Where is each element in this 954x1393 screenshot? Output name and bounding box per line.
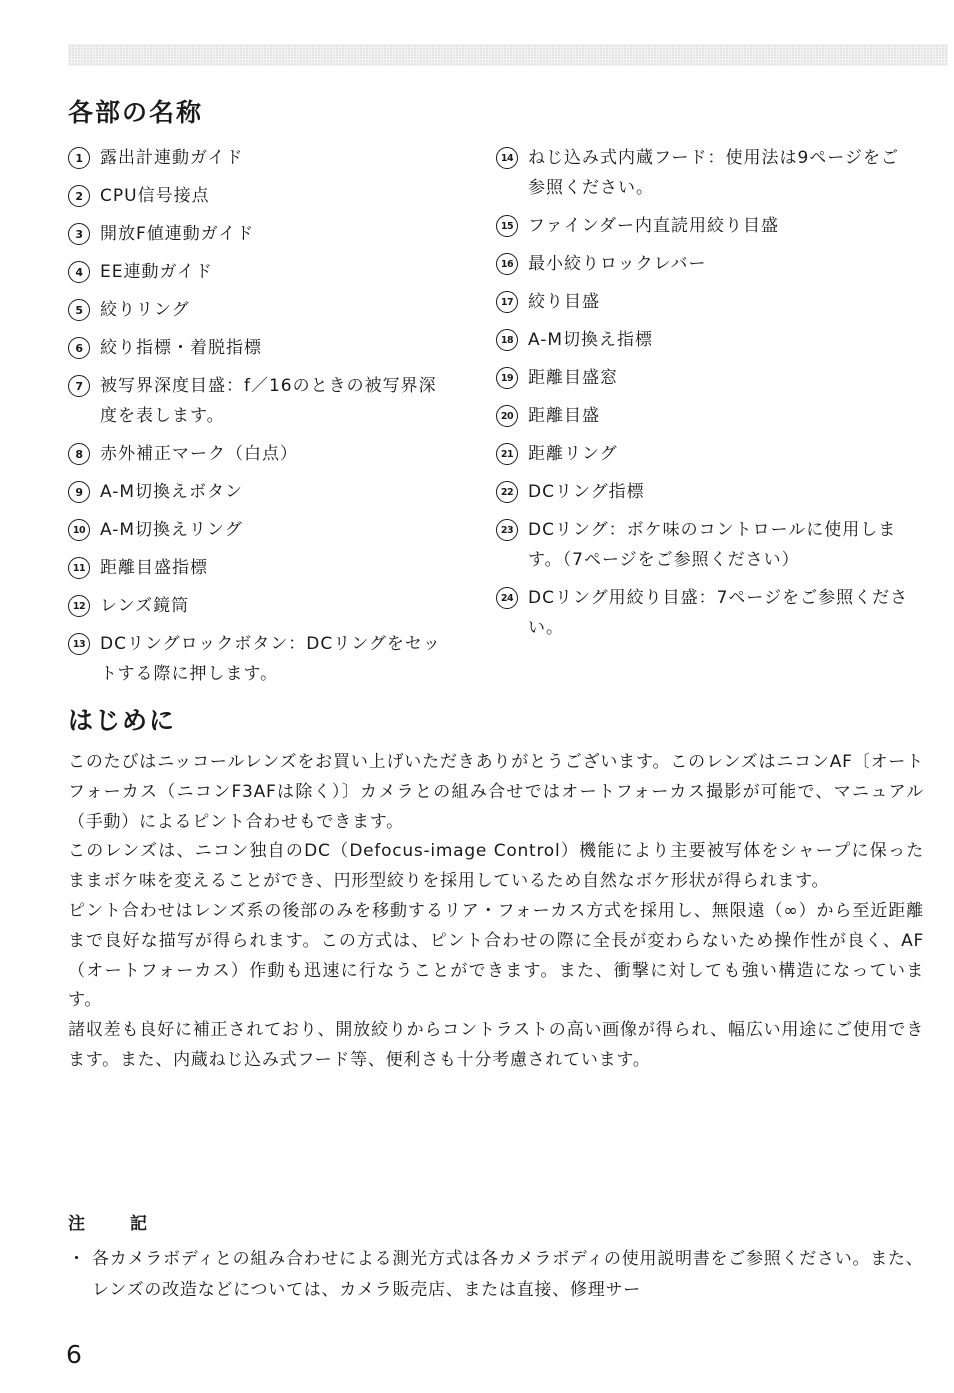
item-text: CPU信号接点	[100, 186, 210, 206]
item-number-badge: 13	[68, 633, 90, 655]
notes-heading: 注 記	[68, 1214, 161, 1234]
notes-bullet: ・	[68, 1249, 86, 1269]
item-number-badge: 17	[496, 291, 518, 313]
item-number-badge: 21	[496, 443, 518, 465]
item-text: DCリング用絞り目盛：7ページをご参照ください。	[528, 588, 909, 638]
parts-list-item	[68, 257, 448, 287]
item-number-badge: 8	[68, 443, 90, 465]
parts-list-right	[496, 143, 926, 643]
intro-paragraph: このたびはニッコールレンズをお買い上げいただきありがとうございます。このレンズはニコンAF〔オートフォーカス（ニコンF3AFは除く）〕カメラとの組み合せではオートフォーカス撮影が可能で、マニュアル（手動）によるピント合わせもできます。	[68, 752, 924, 832]
item-number-badge: 24	[496, 587, 518, 609]
parts-list-item	[496, 477, 926, 507]
page-number: 6	[66, 1340, 82, 1369]
intro-paragraph: このレンズは、ニコン独自のDC（Defocus-image Control）機能により主要被写体をシャープに保ったままボケ味を変えることができ、円形型絞りを採用しているため自然なボケ形状が得られます。	[68, 841, 924, 892]
item-number-badge: 2	[68, 185, 90, 207]
item-text: 赤外補正マーク（白点）	[100, 444, 298, 464]
item-text: 露出計連動ガイド	[100, 148, 244, 168]
item-text: 距離目盛指標	[100, 558, 208, 578]
parts-list-item	[68, 219, 448, 249]
item-text: A-M切換え指標	[528, 330, 654, 350]
item-number-badge: 4	[68, 261, 90, 283]
item-text: A-M切換えボタン	[100, 482, 244, 502]
parts-list-item	[68, 371, 448, 431]
item-text: 絞り目盛	[528, 292, 600, 312]
item-number-badge: 9	[68, 481, 90, 503]
item-text: A-M切換えリング	[100, 520, 243, 540]
item-text: 被写界深度目盛：f／16のときの被写界深度を表します。	[100, 376, 437, 426]
parts-list-item	[68, 181, 448, 211]
parts-list-item	[68, 143, 448, 173]
item-text: ねじ込み式内蔵フード：使用法は9ページをご参照ください。	[528, 148, 899, 198]
parts-list-item	[68, 553, 448, 583]
item-number-badge: 12	[68, 595, 90, 617]
header-band	[68, 44, 948, 66]
item-text: 絞りリング	[100, 300, 190, 320]
parts-list-item	[496, 211, 926, 241]
parts-list-item	[68, 333, 448, 363]
parts-list-item	[496, 249, 926, 279]
parts-list-item	[496, 143, 926, 203]
parts-list-item	[68, 439, 448, 469]
notes-body	[68, 1244, 924, 1306]
item-number-badge: 6	[68, 337, 90, 359]
item-text: 最小絞りロックレバー	[528, 254, 707, 274]
parts-list-left	[68, 143, 448, 689]
intro-paragraph: ピント合わせはレンズ系の後部のみを移動するリア・フォーカス方式を採用し、無限遠（∞）から至近距離まで良好な描写が得られます。この方式は、ピント合わせの際に全長が変わらないため操作性が良く、AF（オートフォーカス）作動も迅速に行なうことができます。また、衝撃に対しても強い構造になっています。	[68, 900, 924, 1011]
item-number-badge: 19	[496, 367, 518, 389]
item-text: レンズ鏡筒	[100, 596, 190, 616]
item-number-badge: 23	[496, 519, 518, 541]
item-text: DCリング：ボケ味のコントロールに使用します。（7ページをご参照ください）	[528, 520, 897, 570]
item-text: DCリングロックボタン：DCリングをセットする際に押します。	[100, 634, 441, 684]
intro-paragraph: 諸収差も良好に補正されており、開放絞りからコントラストの高い画像が得られ、幅広い用途にご使用できます。また、内蔵ねじ込み式フード等、便利さも十分考慮されています。	[68, 1020, 924, 1070]
item-text: ファインダー内直読用絞り目盛	[528, 216, 779, 236]
parts-list-item	[496, 325, 926, 355]
item-text: 開放F値連動ガイド	[100, 224, 255, 244]
item-number-badge: 15	[496, 215, 518, 237]
notes-text: 各カメラボディとの組み合わせによる測光方式は各カメラボディの使用説明書をご参照ください。また、レンズの改造などについては、カメラ販売店、または直接、修理サー	[92, 1249, 924, 1300]
parts-list-item	[496, 287, 926, 317]
parts-list-item	[68, 629, 448, 689]
intro-body	[68, 748, 924, 1076]
item-number-badge: 1	[68, 147, 90, 169]
item-number-badge: 20	[496, 405, 518, 427]
item-number-badge: 10	[68, 519, 90, 541]
parts-list-item	[68, 477, 448, 507]
item-number-badge: 3	[68, 223, 90, 245]
item-text: 距離目盛	[528, 406, 600, 426]
parts-list-item	[68, 295, 448, 325]
item-text: DCリング指標	[528, 482, 645, 502]
parts-list-item	[496, 401, 926, 431]
item-text: 距離目盛窓	[528, 368, 618, 388]
parts-list-item	[496, 583, 926, 643]
item-number-badge: 14	[496, 147, 518, 169]
parts-list-item	[496, 515, 926, 575]
item-number-badge: 18	[496, 329, 518, 351]
parts-list-item	[68, 591, 448, 621]
item-number-badge: 11	[68, 557, 90, 579]
item-text: 絞り指標・着脱指標	[100, 338, 262, 358]
item-number-badge: 16	[496, 253, 518, 275]
item-number-badge: 7	[68, 375, 90, 397]
intro-heading: はじめに	[68, 706, 177, 735]
parts-list-item	[496, 439, 926, 469]
parts-list-item	[496, 363, 926, 393]
item-number-badge: 5	[68, 299, 90, 321]
item-text: 距離リング	[528, 444, 618, 464]
parts-heading: 各部の名称	[68, 98, 204, 127]
item-number-badge: 22	[496, 481, 518, 503]
item-text: EE連動ガイド	[100, 262, 213, 282]
parts-list-item	[68, 515, 448, 545]
